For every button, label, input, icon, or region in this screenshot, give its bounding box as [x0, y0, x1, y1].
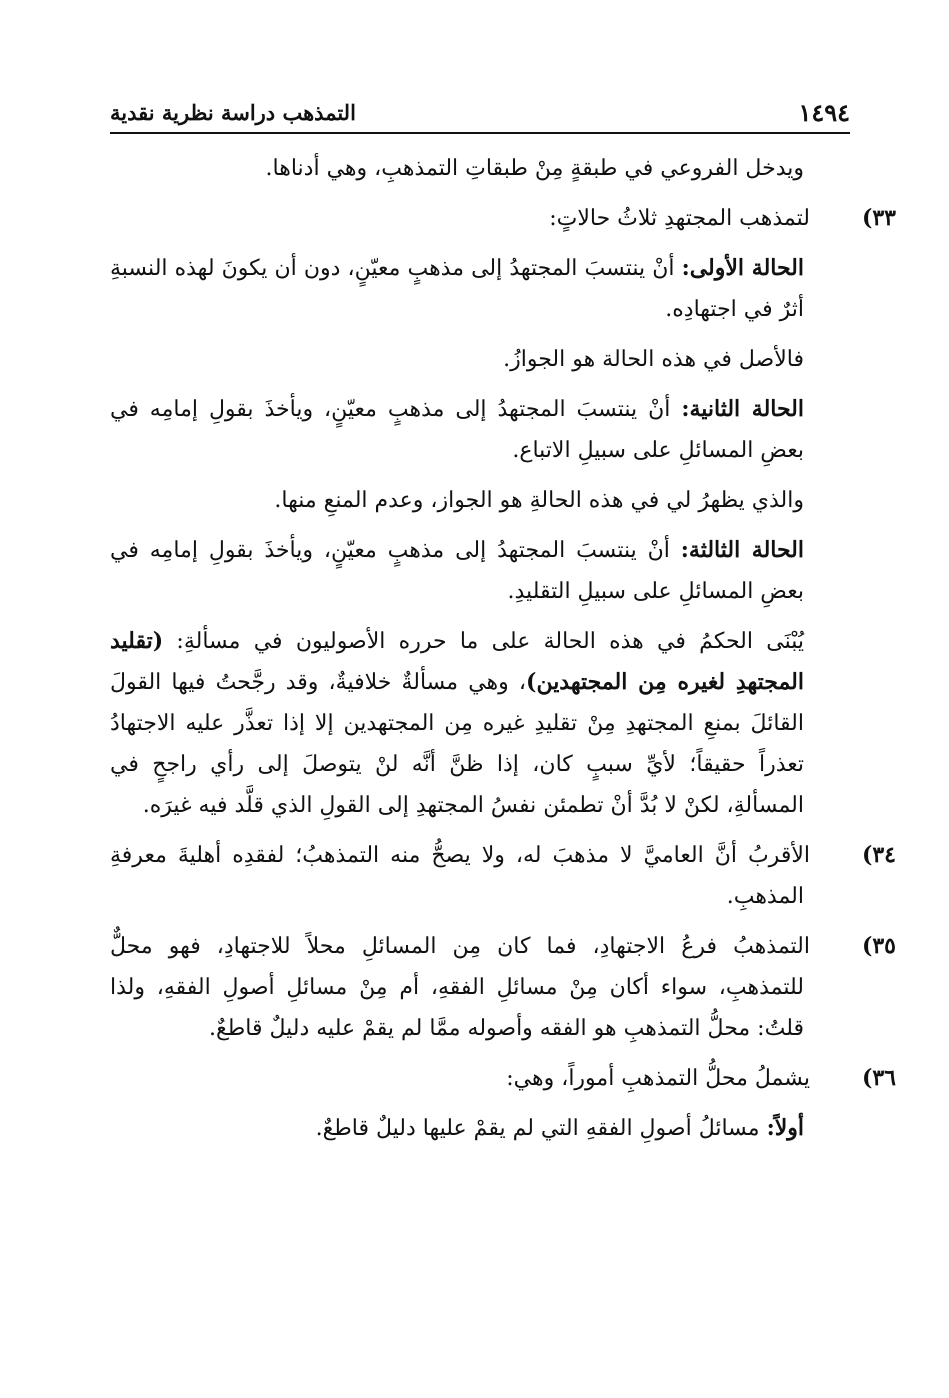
- paragraph-text: التمذهبُ فرعُ الاجتهادِ، فما كان مِن المسائلِ محلاً للاجتهادِ، فهو محلٌّ للتمذهبِ، سواء أكان مِنْ مسائلِ الفقهِ، أم مِنْ مسائلِ أصولِ الفقهِ، ولذا قلتُ: محلُّ التمذهبِ هو الفقه وأصوله ممَّا لم يقمْ عليه دليلٌ قاطعٌ.: [110, 934, 810, 1041]
- numbered-paragraph: [110, 835, 896, 917]
- paragraph: [110, 339, 850, 380]
- paragraph-text: مسائلُ أصولِ الفقهِ التي لم يقمْ عليها دليلٌ قاطعٌ.: [315, 1116, 760, 1141]
- running-title: التمذهب دراسة نظرية نقدية: [110, 100, 356, 125]
- item-number: ٣٤): [861, 842, 896, 868]
- paragraph-lead: الحالة الثانية:: [681, 396, 805, 422]
- paragraph: [110, 389, 850, 471]
- numbered-paragraph: [110, 198, 896, 239]
- bold-phrase: (تقليد المجتهدِ لغيره مِن المجتهدين): [110, 628, 804, 695]
- paragraph-text: والذي يظهرُ لي في هذه الحالةِ هو الجواز، وعدم المنعِ منها.: [274, 488, 804, 513]
- paragraph-text: الأقربُ أنَّ العاميَّ لا مذهبَ له، ولا يصحُّ منه التمذهبُ؛ لفقدِه أهليةَ معرفةِ المذهبِ.: [110, 843, 810, 909]
- paragraph-text: ويدخل الفروعي في طبقةٍ مِنْ طبقاتِ التمذهبِ، وهي أدناها.: [265, 156, 804, 181]
- page-body: [110, 148, 896, 1328]
- paragraph-text: يُبْنَى الحكمُ في هذه الحالة على ما حرره الأصوليون في مسألةِ:: [163, 629, 804, 654]
- paragraph-lead: الحالة الأولى:: [681, 255, 804, 281]
- paragraph-text: فالأصل في هذه الحالة هو الجوازُ.: [503, 347, 804, 372]
- paragraph: [110, 148, 850, 189]
- page-number: ١٤٩٤: [798, 98, 850, 127]
- paragraph-lead: أولاً:: [766, 1115, 804, 1141]
- numbered-paragraph: [110, 1058, 896, 1099]
- paragraph-text: أنْ ينتسبَ المجتهدُ إلى مذهبٍ معيّنٍ، ويأخذَ بقولِ إمامِه في بعضِ المسائلِ على سبيلِ التقليدِ.: [110, 538, 804, 604]
- paragraph: [110, 621, 850, 826]
- paragraph: [110, 480, 850, 521]
- numbered-paragraph: [110, 926, 896, 1049]
- item-number: ٣٦): [861, 1065, 896, 1091]
- page-header: [110, 96, 850, 134]
- paragraph: [110, 1108, 850, 1149]
- paragraph-lead: الحالة الثالثة:: [680, 537, 804, 563]
- paragraph-text: ، وهي مسألةٌ خلافيةٌ، وقد رجَّحتُ فيها القولَ القائلَ بمنعِ المجتهدِ مِنْ تقليدِ غيره مِن المجتهدين إلا إذا تعذَّر عليه الاجتهادُ تعذراً حقيقاً؛ لأيِّ سببٍ كان، إذا ظنَّ أنَّه لنْ يتوصلَ إلى رأي راجحٍ في المسألةِ، لكنْ لا بُدَّ أنْ تطمئن نفسُ المجتهدِ إلى القولِ الذي قلَّد فيه غيرَه.: [110, 670, 804, 818]
- paragraph: [110, 248, 850, 330]
- paragraph-text: لتمذهب المجتهدِ ثلاثُ حالاتٍ:: [549, 206, 810, 231]
- paragraph: [110, 530, 850, 612]
- item-number: ٣٥): [861, 933, 896, 959]
- item-number: ٣٣): [861, 205, 896, 231]
- paragraph-text: أنْ ينتسبَ المجتهدُ إلى مذهبٍ معيّنٍ، ويأخذَ بقولِ إمامِه في بعضِ المسائلِ على سبيلِ الاتباع.: [110, 397, 804, 463]
- paragraph-text: يشملُ محلُّ التمذهبِ أموراً، وهي:: [506, 1066, 810, 1091]
- paragraph-text: أنْ ينتسبَ المجتهدُ إلى مذهبٍ معيّنٍ، دون أن يكونَ لهذه النسبةِ أثرٌ في اجتهادِه.: [110, 256, 804, 322]
